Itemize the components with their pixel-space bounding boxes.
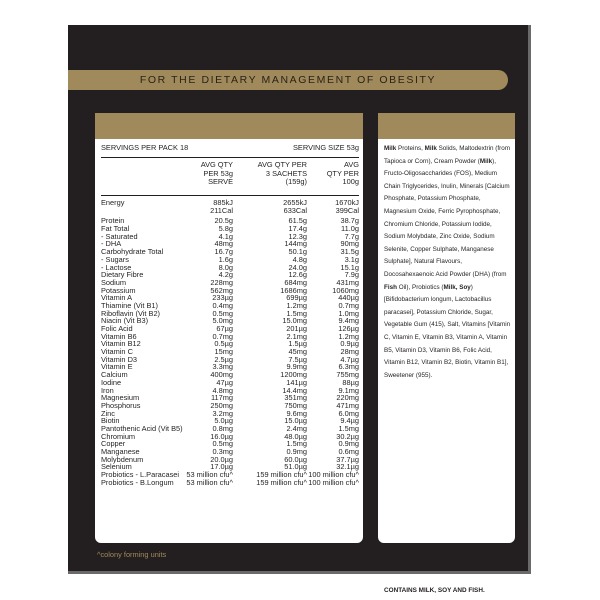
qty-per-serve: 0.5mg <box>212 308 233 318</box>
qty-per-100g: 126µg <box>338 324 359 333</box>
allergen-text: Milk <box>424 145 437 152</box>
qty-per-3-sachets: 2.4mg <box>286 423 307 433</box>
ingredient-text: Oil), Probiotics ( <box>396 283 444 291</box>
qty-per-100g: 1.5mg <box>338 423 359 433</box>
nutrient-name: Phosphorus <box>101 400 141 410</box>
qty-per-100g: 38.7g <box>340 216 359 226</box>
qty-per-100g: 0.7mg <box>338 300 359 310</box>
qty-per-100g: 11.0g <box>341 224 359 234</box>
qty-per-serve: 562mg <box>210 285 233 295</box>
qty-per-3-sachets: 159 million cfu^ <box>256 470 307 480</box>
qty-per-100g: 100 million cfu^ <box>308 470 359 480</box>
qty-per-100g: 9.1mg <box>338 385 359 395</box>
qty-per-100g: 7.9g <box>344 270 359 280</box>
qty-per-serve: 0.3mg <box>212 447 233 456</box>
qty-per-3-sachets: 201µg <box>286 324 307 333</box>
qty-per-100g: 31.5g <box>340 247 359 257</box>
qty-per-3-sachets: 7.5µg <box>288 354 307 364</box>
divider <box>101 195 359 196</box>
qty-per-100g: 1670kJ <box>335 198 359 207</box>
allergen-text: Milk <box>479 157 493 165</box>
qty-per-3-sachets: 1200mg <box>280 370 307 380</box>
qty-per-3-sachets: 1.5mg <box>286 308 307 318</box>
nutrient-name: Chromium <box>101 431 136 441</box>
ingredients-panel-header <box>378 113 515 139</box>
nutrient-name: - Lactose <box>101 262 132 272</box>
qty-per-serve: 15mg <box>214 347 233 357</box>
qty-per-3-sachets: 17.4g <box>288 224 307 234</box>
qty-per-serve: 53 million cfu^ <box>186 477 233 487</box>
nutrient-name: - DHA <box>101 239 122 249</box>
qty-per-3-sachets: 15.0mg <box>282 316 307 326</box>
qty-per-3-sachets: 15.0µg <box>284 416 307 426</box>
qty-per-100g: 1.0mg <box>338 308 359 318</box>
qty-per-serve: 0.4mg <box>212 300 233 310</box>
nutrient-name: Probiotics - L.Paracasei <box>101 470 180 480</box>
nutrition-panel <box>95 113 363 543</box>
qty-per-3-sachets: 750mg <box>284 400 307 410</box>
qty-per-100g: 440µg <box>338 293 359 303</box>
qty-per-3-sachets: 159 million cfu^ <box>256 477 307 487</box>
qty-per-100g: 100 million cfu^ <box>308 477 359 487</box>
qty-per-3-sachets: 9.6mg <box>286 408 307 418</box>
qty-per-100g: 471mg <box>336 400 359 410</box>
qty-per-serve: 67µg <box>216 324 233 333</box>
qty-per-3-sachets: 141µg <box>286 377 307 387</box>
qty-per-100g: 9.4µg <box>340 416 359 426</box>
nutrient-name: Carbohydrate Total <box>101 247 164 257</box>
qty-per-100g: 4.7µg <box>340 354 359 364</box>
nutrient-name: - Sugars <box>101 254 129 264</box>
qty-per-serve: 211Cal <box>210 205 233 215</box>
nutrient-name: Biotin <box>101 416 120 426</box>
qty-per-100g: 90mg <box>340 239 359 249</box>
qty-per-3-sachets: 144mg <box>284 239 307 249</box>
qty-per-100g: 37.7µg <box>336 454 359 464</box>
nutrient-name: Vitamin B6 <box>101 331 137 341</box>
qty-per-3-sachets: 14.4mg <box>282 385 307 395</box>
ingredients-list <box>384 143 512 382</box>
qty-per-serve: 3.3mg <box>212 362 233 372</box>
qty-per-3-sachets: 9.9mg <box>286 362 307 372</box>
qty-per-100g: 88µg <box>342 377 359 387</box>
qty-per-100g: 0.9mg <box>338 439 359 449</box>
qty-per-100g: 30.2µg <box>336 431 359 441</box>
nutrient-name: Vitamin C <box>101 347 133 357</box>
qty-per-serve: 228mg <box>210 277 233 287</box>
nutrient-name: Vitamin D3 <box>101 354 138 364</box>
qty-per-serve: 1.6g <box>218 254 233 264</box>
qty-per-100g: 7.7g <box>344 231 359 241</box>
header-per-100g: AVG QTY PER 100g <box>326 160 359 187</box>
ingredient-text: Proteins, <box>396 145 425 152</box>
qty-per-100g: 1060mg <box>332 285 359 295</box>
qty-per-serve: 5.0µg <box>214 416 233 426</box>
ingredient-text: ), Fructo-Oligosaccharides (FOS), Medium Chain Triglycerides, Inulin, Minerals [Calcium Phosphate, Potassium Phosphate, Magnesium Oxide, Ferric Pyrophosphate, Chromium Chloride, Potassium Iodide, Sodium Molybdate, Zinc Oxide, Sodium Selenite, Copper Sulphate, Manganese Sulphate], Natural Flavours, Docosahexaenoic Acid Powder (DHA) (from <box>384 157 510 278</box>
qty-per-3-sachets: 633Cal <box>283 205 307 215</box>
header-per-serve: AVG QTY PER 53g SERVE <box>200 160 233 187</box>
divider <box>101 157 359 158</box>
ingredient-text: Solids, Maltodextrin (from Tapioca or Corn), Cream Powder ( <box>384 145 510 165</box>
nutrient-name: Potassium <box>101 285 136 295</box>
qty-per-serve: 885kJ <box>213 198 233 207</box>
qty-per-100g: 431mg <box>336 277 359 287</box>
qty-per-serve: 4.1g <box>218 231 233 241</box>
qty-per-serve: 2.5µg <box>214 354 233 364</box>
nutrient-name: Dietary Fibre <box>101 270 144 280</box>
qty-per-serve: 8.0g <box>218 262 233 272</box>
allergen-text: Fish <box>384 283 397 291</box>
qty-per-3-sachets: 61.5g <box>288 216 307 226</box>
qty-per-3-sachets: 45mg <box>288 347 307 357</box>
qty-per-serve: 3.2mg <box>212 408 233 418</box>
qty-per-serve: 4.8mg <box>212 385 233 395</box>
qty-per-serve: 0.7mg <box>212 331 233 341</box>
banner: FOR THE DIETARY MANAGEMENT OF OBESITY <box>68 70 508 90</box>
nutrient-name: Vitamin E <box>101 362 133 372</box>
qty-per-serve: 20.5g <box>214 216 233 226</box>
qty-per-serve: 17.0µg <box>210 462 233 472</box>
nutrient-name: Iodine <box>101 377 122 387</box>
nutrient-name: Riboflavin (Vit B2) <box>101 308 161 318</box>
qty-per-3-sachets: 60.0µg <box>284 454 307 464</box>
nutrient-name: Energy <box>101 198 125 207</box>
nutrient-row <box>101 479 359 487</box>
allergen-text: Milk, Soy <box>443 283 471 291</box>
nutrition-panel-header <box>95 113 363 139</box>
nutrient-rows <box>101 199 359 486</box>
qty-per-3-sachets: 684mg <box>284 277 307 287</box>
qty-per-100g: 755mg <box>336 370 359 380</box>
servings-per-pack: SERVINGS PER PACK 18 <box>101 143 189 152</box>
qty-per-3-sachets: 2.1mg <box>286 331 307 341</box>
qty-per-100g: 6.3mg <box>338 362 359 372</box>
qty-per-3-sachets: 1.2mg <box>286 300 307 310</box>
nutrient-row <box>101 207 359 215</box>
qty-per-serve: 0.8mg <box>212 423 233 433</box>
nutrient-name: - Saturated <box>101 231 138 241</box>
qty-per-serve: 400mg <box>210 370 233 380</box>
qty-per-100g: 0.9µg <box>340 339 359 349</box>
nutrient-name: Zinc <box>101 408 115 418</box>
qty-per-3-sachets: 1.5µg <box>288 339 307 349</box>
qty-per-serve: 4.2g <box>218 270 233 280</box>
qty-per-100g: 15.1g <box>340 262 359 272</box>
serving-size: SERVING SIZE 53g <box>293 143 359 152</box>
qty-per-3-sachets: 699µg <box>286 293 307 303</box>
qty-per-3-sachets: 12.6g <box>288 270 307 280</box>
qty-per-100g: 3.1g <box>344 254 359 264</box>
nutrient-name: Protein <box>101 216 125 226</box>
qty-per-3-sachets: 1.5mg <box>286 439 307 449</box>
qty-per-3-sachets: 4.8g <box>292 254 307 264</box>
qty-per-100g: 0.6mg <box>338 447 359 456</box>
nutrient-name: Probiotics - B.Longum <box>101 477 174 487</box>
qty-per-serve: 5.0mg <box>212 316 233 326</box>
nutrient-name: Vitamin A <box>101 293 133 303</box>
header-per-3-sachets: AVG QTY PER 3 SACHETS (159g) <box>257 160 307 187</box>
qty-per-3-sachets: 51.0µg <box>284 462 307 472</box>
nutrient-name: Vitamin B12 <box>101 339 141 349</box>
nutrition-table <box>101 143 359 486</box>
nutrient-name: Iron <box>101 385 114 395</box>
qty-per-3-sachets: 0.9mg <box>286 447 307 456</box>
nutrient-name: Molybdenum <box>101 454 144 464</box>
qty-per-100g: 6.0mg <box>338 408 359 418</box>
nutrient-name: Pantothenic Acid (Vit B5) <box>101 423 183 433</box>
qty-per-100g: 32.1µg <box>336 462 359 472</box>
qty-per-serve: 16.0µg <box>210 431 233 441</box>
qty-per-3-sachets: 50.1g <box>288 247 307 257</box>
footnote: ^colony forming units <box>97 550 167 559</box>
nutrient-name: Copper <box>101 439 126 449</box>
nutrient-name: Folic Acid <box>101 324 133 333</box>
qty-per-serve: 16.7g <box>214 247 233 257</box>
qty-per-serve: 20.0µg <box>210 454 233 464</box>
qty-per-serve: 233µg <box>212 293 233 303</box>
qty-per-3-sachets: 1686mg <box>280 285 307 295</box>
nutrient-name: Manganese <box>101 447 140 456</box>
qty-per-3-sachets: 24.0g <box>288 262 307 272</box>
qty-per-3-sachets: 48.0µg <box>284 431 307 441</box>
qty-per-3-sachets: 351mg <box>284 393 307 403</box>
qty-per-100g: 1.2mg <box>338 331 359 341</box>
nutrient-name: Thiamine (Vit B1) <box>101 300 158 310</box>
serving-info <box>101 143 359 157</box>
qty-per-serve: 53 million cfu^ <box>186 470 233 480</box>
qty-per-3-sachets: 2655kJ <box>283 198 307 207</box>
qty-per-serve: 250mg <box>210 400 233 410</box>
ingredient-text: ) [Bifidobacterium longum, Lactobacillus paracasei], Potassium Chloride, Sugar, Vegetable Gum (415), Salt, Vitamins [Vitamin C, Vitamin E, Vitamin B3, Vitamin A, Vitamin B5, Vitamin D3, Vitamin B6, Folic Acid, Vitamin B12, Vitamin B2, Biotin, Vitamin B1], Sweetener (955). <box>384 283 511 379</box>
qty-per-100g: 220mg <box>336 393 359 403</box>
qty-per-3-sachets: 12.3g <box>288 231 307 241</box>
qty-per-serve: 47µg <box>216 377 233 387</box>
qty-per-serve: 0.5mg <box>212 439 233 449</box>
allergen-statement: CONTAINS MILK, SOY AND FISH. <box>384 587 485 594</box>
nutrient-name: Calcium <box>101 370 128 380</box>
qty-per-100g: 9.4mg <box>338 316 359 326</box>
ingredients-panel <box>378 113 515 594</box>
nutrient-name: Magnesium <box>101 393 140 403</box>
qty-per-100g: 399Cal <box>335 205 359 215</box>
nutrient-name: Sodium <box>101 277 127 287</box>
qty-per-serve: 5.8g <box>218 224 233 234</box>
qty-per-serve: 48mg <box>214 239 233 249</box>
qty-per-100g: 28mg <box>340 347 359 357</box>
allergen-text: Milk <box>384 145 397 152</box>
column-headers <box>101 161 359 195</box>
nutrient-name: Niacin (Vit B3) <box>101 316 149 326</box>
nutrient-name: Fat Total <box>101 224 130 234</box>
qty-per-serve: 117mg <box>210 393 233 403</box>
qty-per-serve: 0.5µg <box>214 339 233 349</box>
nutrient-name: Selenium <box>101 462 132 472</box>
